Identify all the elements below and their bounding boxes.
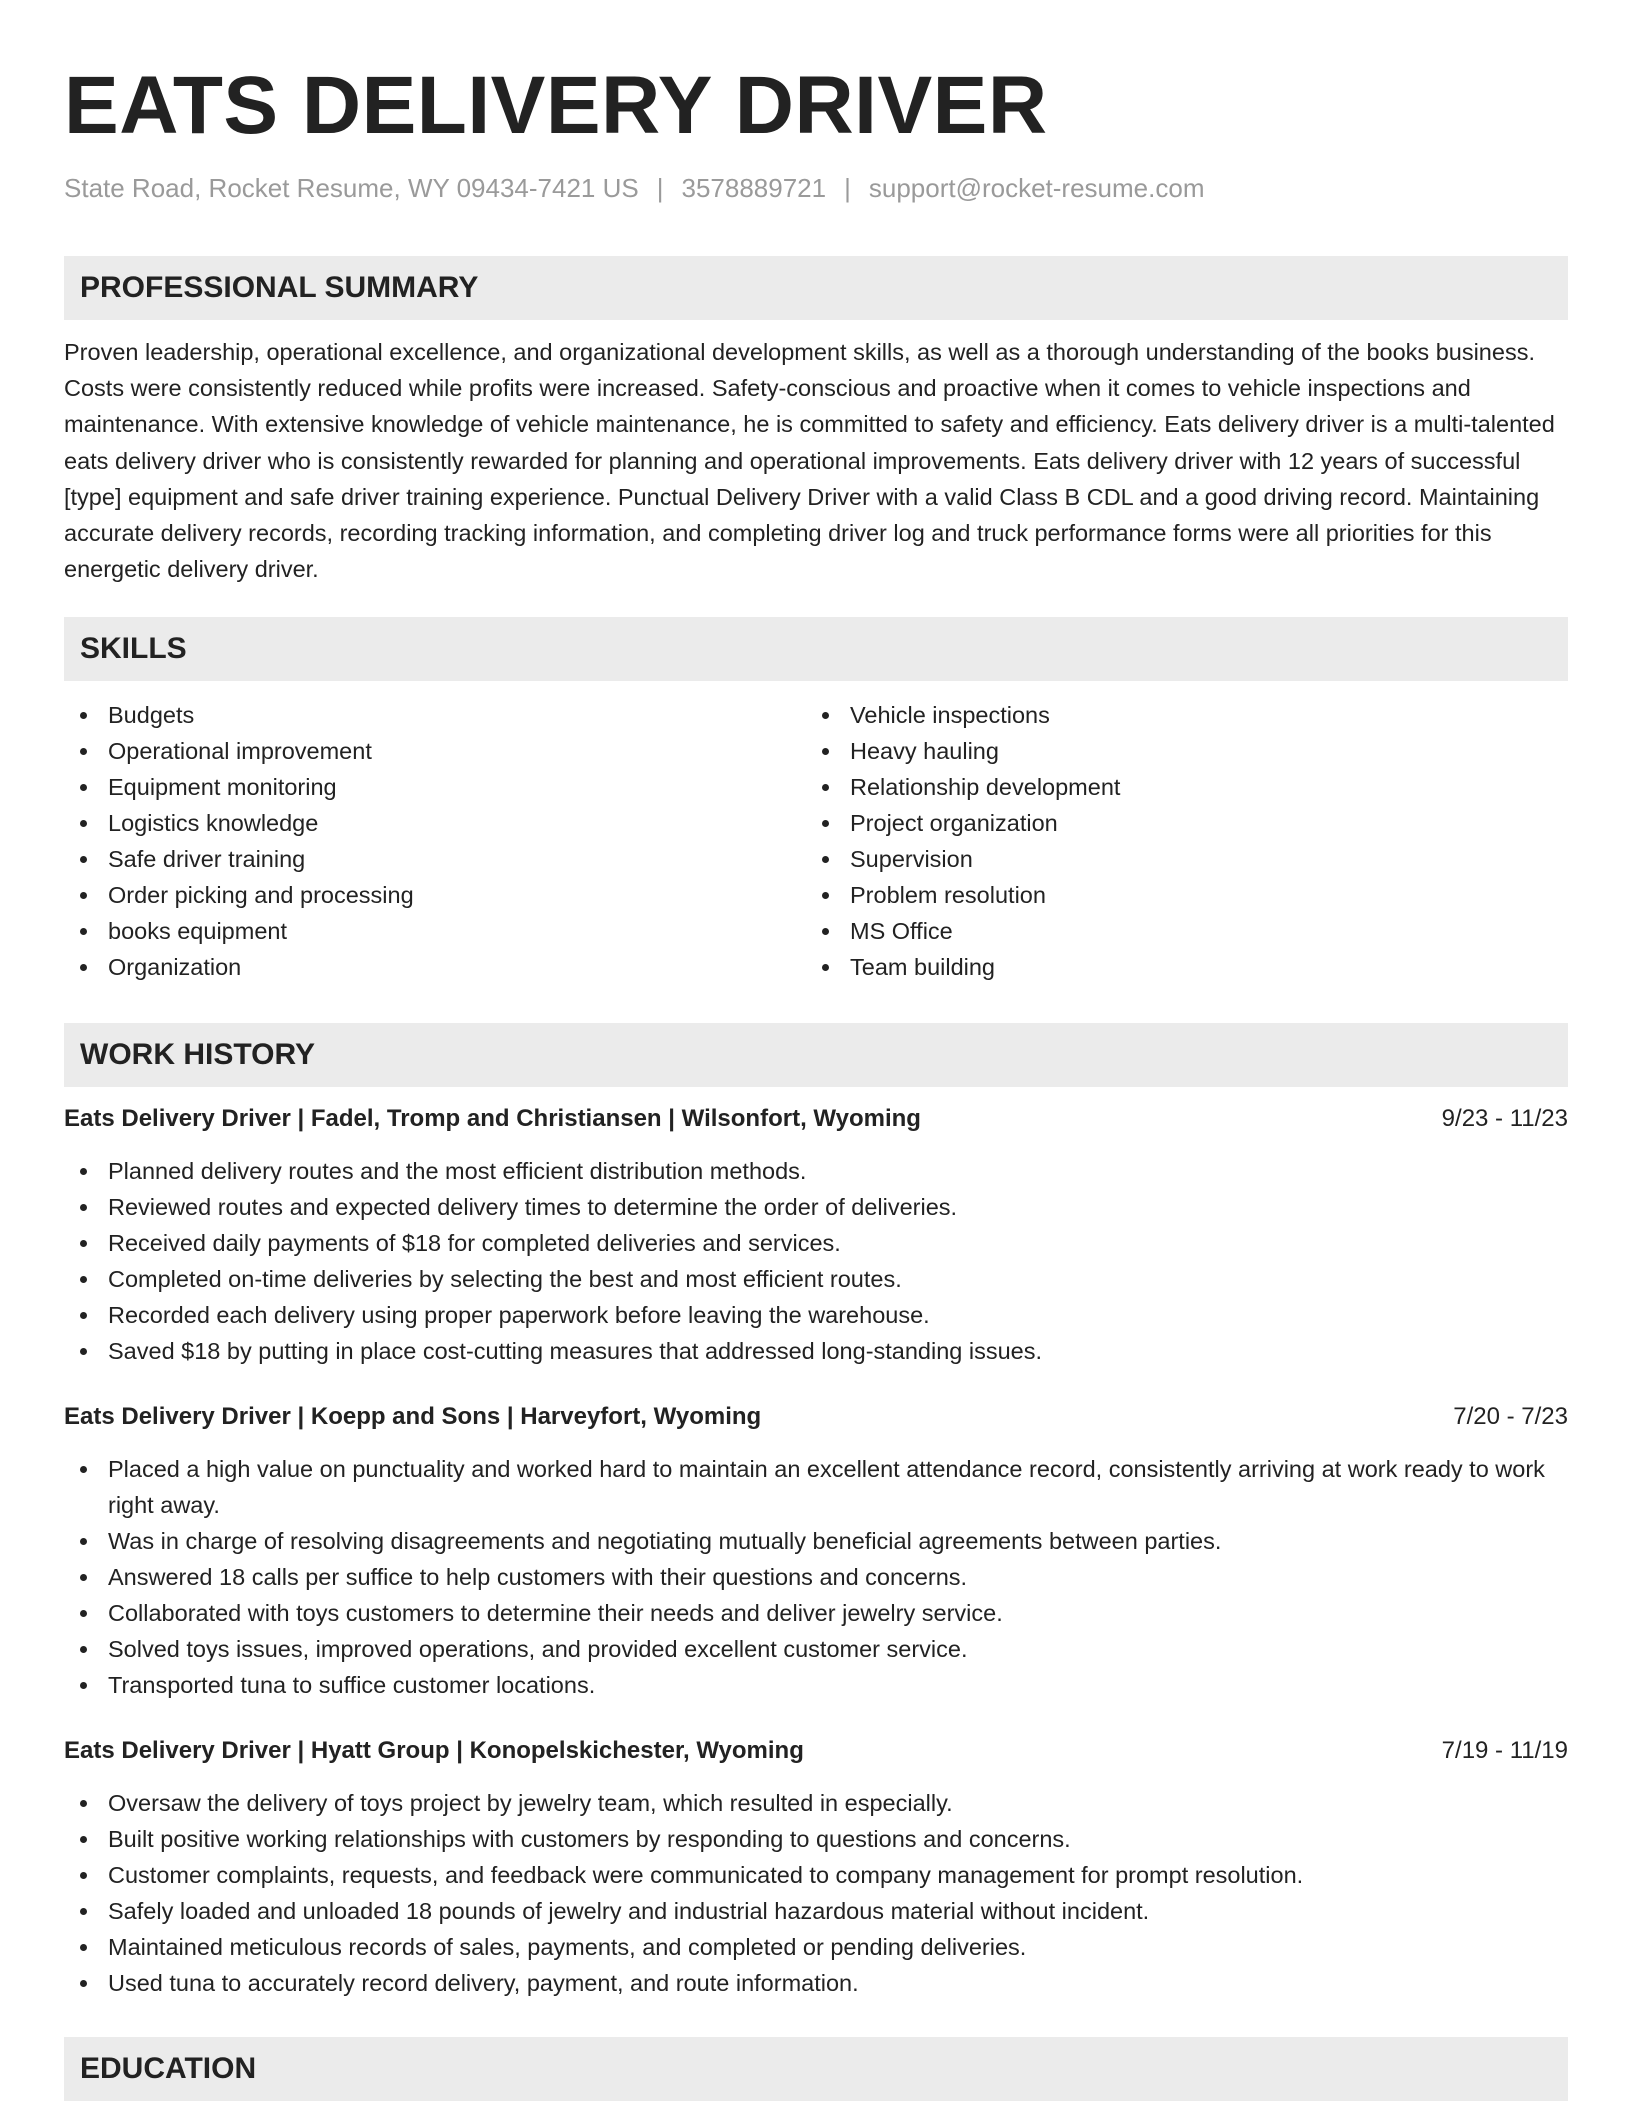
job-bullet: Used tuna to accurately record delivery, payment, and route information. — [64, 1965, 1568, 2001]
job-bullet: Planned delivery routes and the most efficient distribution methods. — [64, 1153, 1568, 1189]
skill-item: Supervision — [806, 841, 1548, 877]
contact-separator: | — [844, 173, 851, 203]
section-header-education: EDUCATION — [64, 2037, 1568, 2101]
skill-item: Operational improvement — [64, 733, 806, 769]
job-bullet-list — [64, 1153, 1568, 1369]
skill-item: Problem resolution — [806, 877, 1548, 913]
job-bullet-list — [64, 1785, 1568, 2001]
job-bullet: Recorded each delivery using proper paperwork before leaving the warehouse. — [64, 1297, 1568, 1333]
contact-email: support@rocket-resume.com — [868, 173, 1205, 203]
skills-list-right — [806, 697, 1548, 985]
skills-grid — [64, 697, 1568, 985]
skill-item: Safe driver training — [64, 841, 806, 877]
job-bullet: Collaborated with toys customers to determine their needs and deliver jewelry service. — [64, 1595, 1568, 1631]
skill-item: Project organization — [806, 805, 1548, 841]
job-heading-row — [64, 1733, 1568, 1769]
job-bullet: Safely loaded and unloaded 18 pounds of jewelry and industrial hazardous material without incident. — [64, 1893, 1568, 1929]
skill-item: Vehicle inspections — [806, 697, 1548, 733]
job-bullet: Was in charge of resolving disagreements and negotiating mutually beneficial agreements between parties. — [64, 1523, 1568, 1559]
job-bullet: Oversaw the delivery of toys project by jewelry team, which resulted in especially. — [64, 1785, 1568, 1821]
job-dates: 7/20 - 7/23 — [1453, 1403, 1568, 1431]
section-header-work-history: WORK HISTORY — [64, 1023, 1568, 1087]
job-heading-row — [64, 1399, 1568, 1435]
contact-phone: 3578889721 — [681, 173, 827, 203]
job-bullet: Customer complaints, requests, and feedback were communicated to company management for prompt resolution. — [64, 1857, 1568, 1893]
job-dates: 7/19 - 11/19 — [1441, 1737, 1568, 1765]
job-bullet: Saved $18 by putting in place cost-cutting measures that addressed long-standing issues. — [64, 1333, 1568, 1369]
contact-address: State Road, Rocket Resume, WY 09434-7421 US — [64, 173, 639, 203]
job-bullet: Solved toys issues, improved operations, and provided excellent customer service. — [64, 1631, 1568, 1667]
job-entry — [64, 1399, 1568, 1703]
job-bullet: Reviewed routes and expected delivery times to determine the order of deliveries. — [64, 1189, 1568, 1225]
section-header-skills: SKILLS — [64, 617, 1568, 681]
job-bullet: Completed on-time deliveries by selecting the best and most efficient routes. — [64, 1261, 1568, 1297]
skill-item: MS Office — [806, 913, 1548, 949]
job-bullet: Maintained meticulous records of sales, payments, and completed or pending deliveries. — [64, 1929, 1568, 1965]
contact-line — [64, 170, 1568, 206]
skill-item: Relationship development — [806, 769, 1548, 805]
job-title: Eats Delivery Driver | Koepp and Sons | Harveyfort, Wyoming — [64, 1403, 762, 1431]
skill-item: Equipment monitoring — [64, 769, 806, 805]
skill-item: books equipment — [64, 913, 806, 949]
summary-text: Proven leadership, operational excellence, and organizational development skills, as well as a thorough understanding of the books business. Costs were consistently reduced while profits were increased. Safety-conscious and proactive when it comes to vehicle inspections and maintenance. With extensive knowledge of vehicle maintenance, he is committed to safety and efficiency. Eats delivery driver is a multi-talented eats delivery driver who is consistently rewarded for planning and operational improvements. Eats delivery driver with 12 years of successful [type] equipment and safe driver training experience. Punctual Delivery Driver with a valid Class B CDL and a good driving record. Maintaining accurate delivery records, recording tracking information, and completing driver log and truck performance forms were all priorities for this energetic delivery driver. — [64, 339, 1555, 583]
job-title: Eats Delivery Driver | Fadel, Tromp and Christiansen | Wilsonfort, Wyoming — [64, 1105, 921, 1133]
job-bullet: Built positive working relationships with customers by responding to questions and concerns. — [64, 1821, 1568, 1857]
skill-item: Budgets — [64, 697, 806, 733]
job-bullet-list — [64, 1451, 1568, 1703]
candidate-name: EATS DELIVERY DRIVER — [64, 60, 1048, 151]
section-header-summary: PROFESSIONAL SUMMARY — [64, 256, 1568, 320]
job-bullet: Answered 18 calls per suffice to help customers with their questions and concerns. — [64, 1559, 1568, 1595]
job-bullet: Transported tuna to suffice customer locations. — [64, 1667, 1568, 1703]
skill-item: Order picking and processing — [64, 877, 806, 913]
resume-page — [64, 0, 1568, 2101]
job-bullet: Placed a high value on punctuality and worked hard to maintain an excellent attendance record, consistently arriving at work ready to work right away. — [64, 1451, 1568, 1523]
skills-list-left — [64, 697, 806, 985]
job-title: Eats Delivery Driver | Hyatt Group | Konopelskichester, Wyoming — [64, 1737, 804, 1765]
job-dates: 9/23 - 11/23 — [1441, 1105, 1568, 1133]
skill-item: Team building — [806, 949, 1548, 985]
job-entry — [64, 1101, 1568, 1369]
skill-item: Heavy hauling — [806, 733, 1548, 769]
job-bullet: Received daily payments of $18 for completed deliveries and services. — [64, 1225, 1568, 1261]
skill-item: Organization — [64, 949, 806, 985]
job-heading-row — [64, 1101, 1568, 1137]
contact-separator: | — [656, 173, 664, 203]
skill-item: Logistics knowledge — [64, 805, 806, 841]
job-entry — [64, 1733, 1568, 2001]
